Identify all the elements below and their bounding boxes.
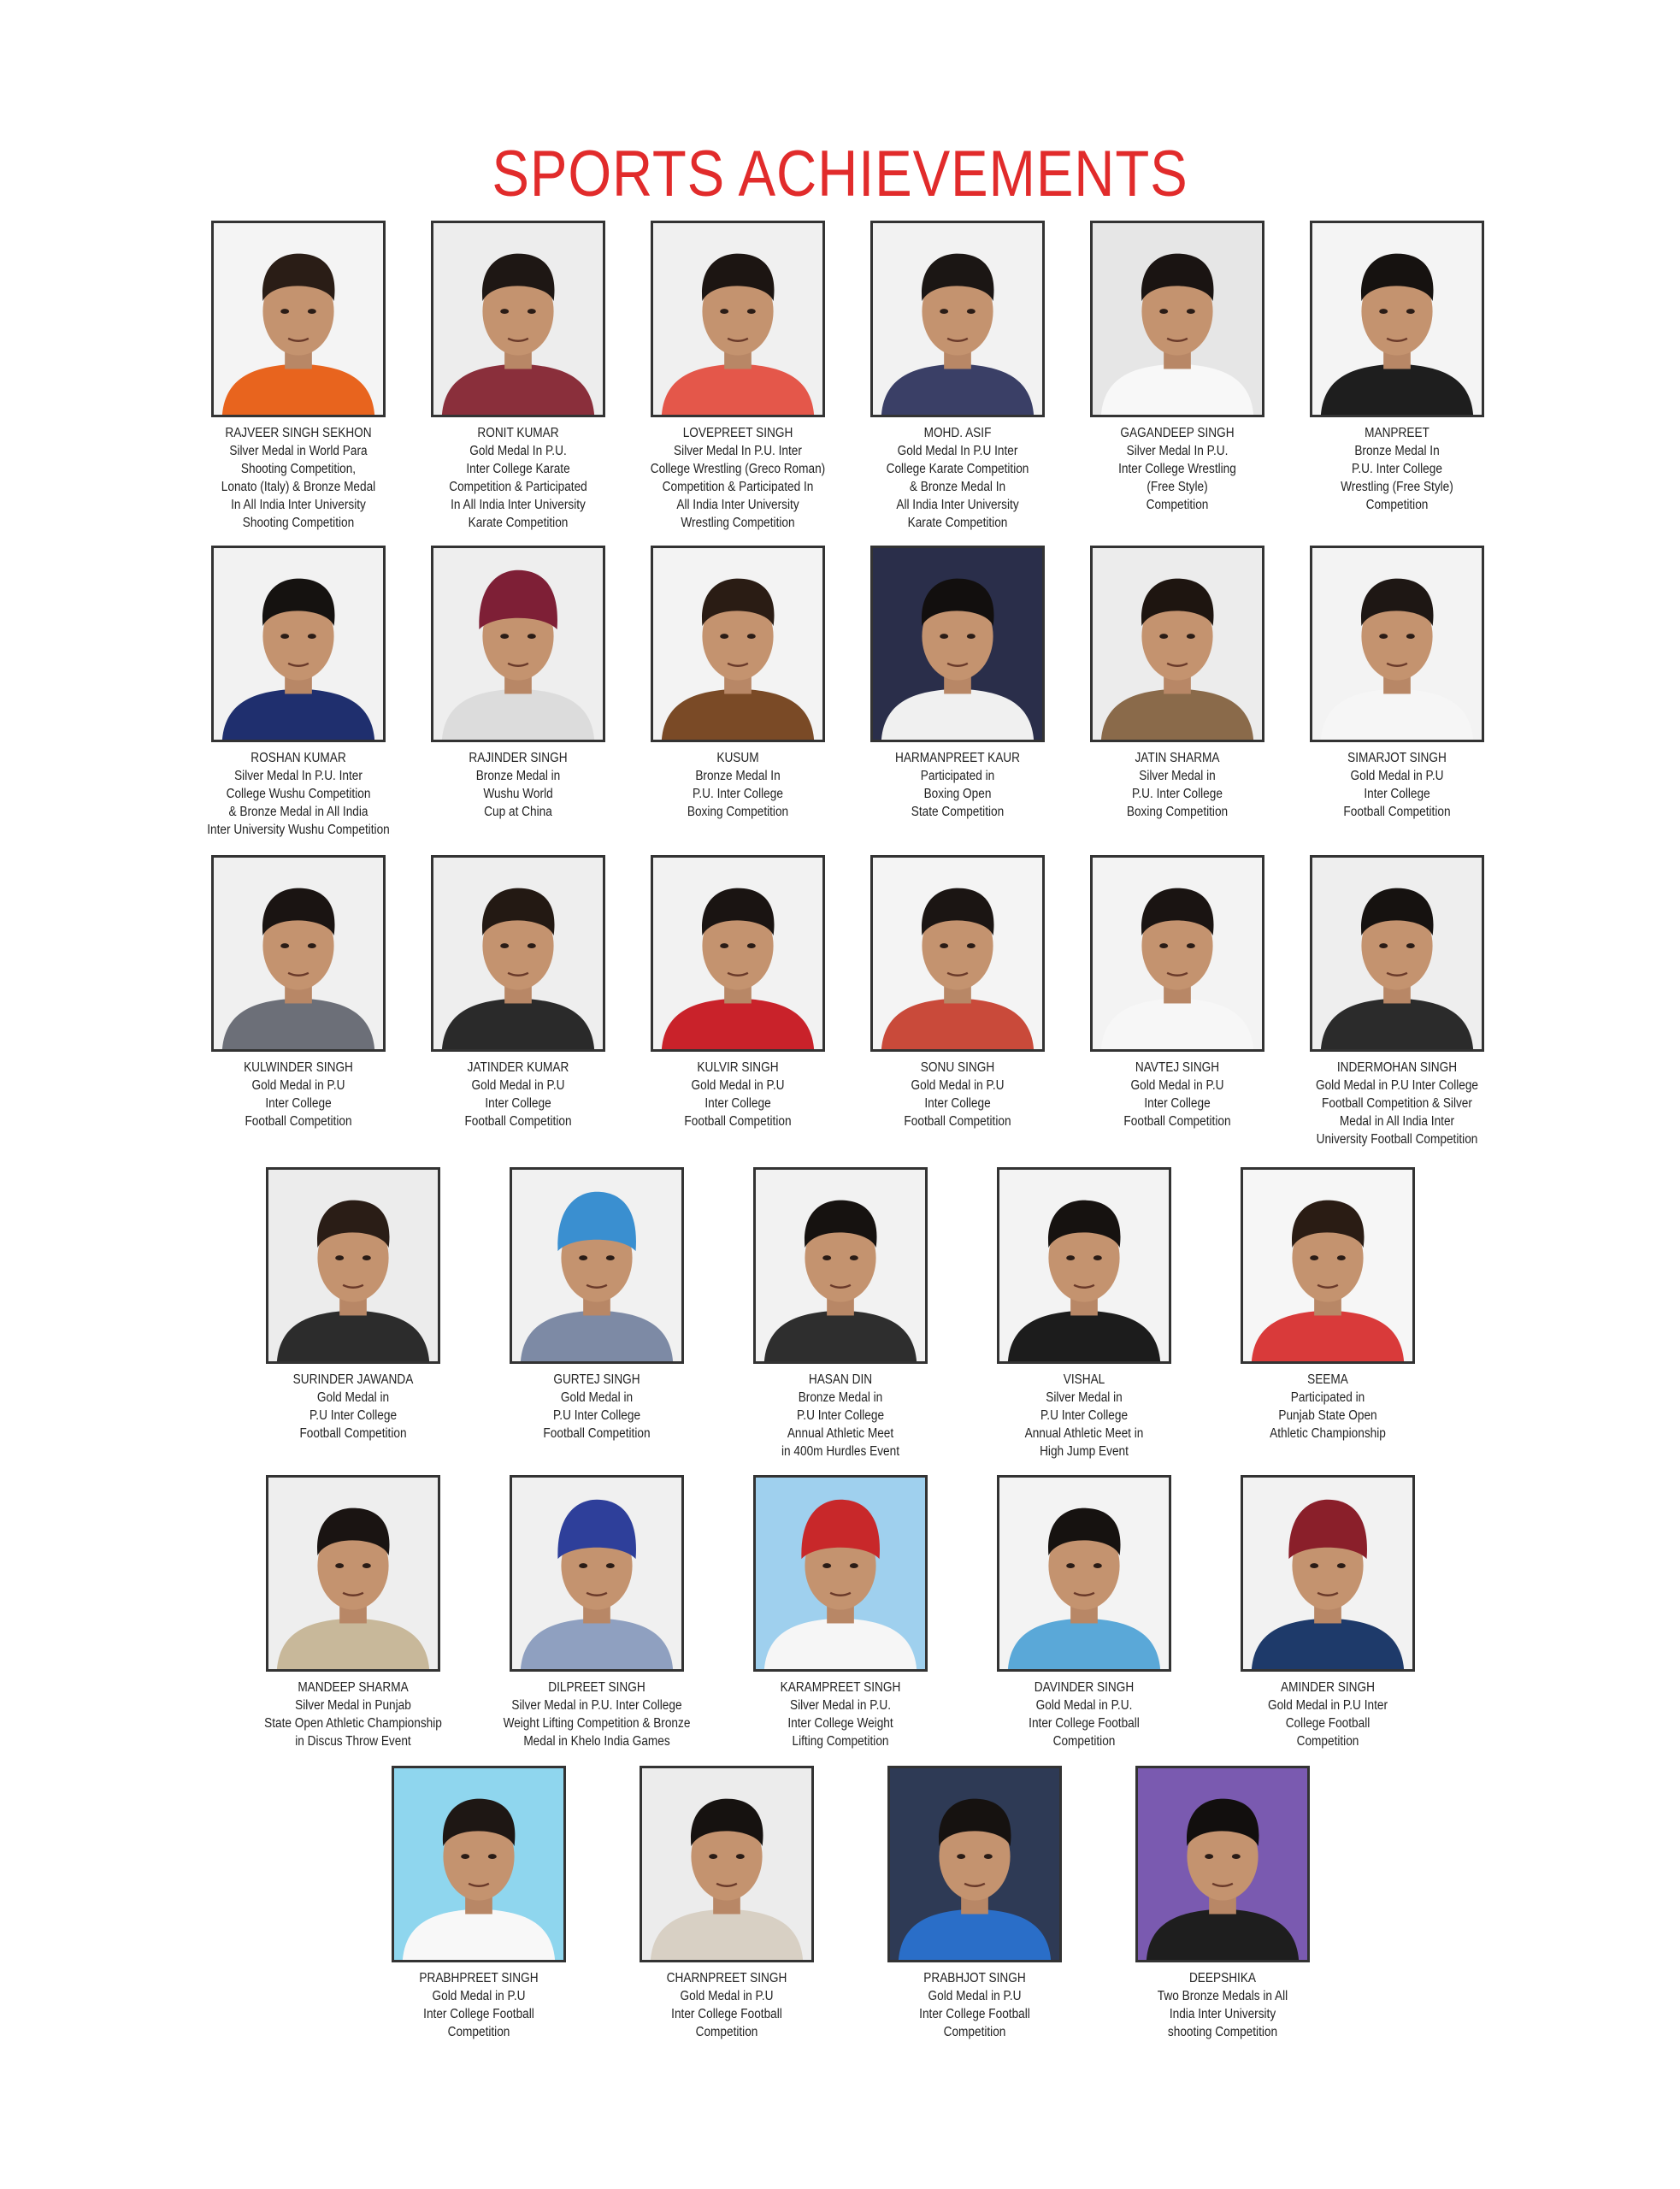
athlete-card [627,855,849,1130]
achievement-line: P.U Inter College [552,1408,641,1423]
athlete-photo [753,1475,928,1672]
portrait-photo [433,548,603,740]
achievement-line: Athletic Championship [1270,1426,1386,1441]
achievement-description [640,442,836,532]
athlete-photo [651,221,825,417]
achievement-line: All India Inter University [896,498,1019,512]
achievement-line: Silver Medal in P.U. [789,1698,892,1713]
portrait-photo [433,858,603,1049]
achievement-line: Gold Medal in P.U [432,1989,526,2003]
athlete-photo [870,546,1045,742]
portrait-photo [1138,1768,1307,1960]
portrait-photo [1093,548,1262,740]
achievement-description [1230,1389,1426,1443]
achievement-line: Two Bronze Medals in All [1157,1989,1288,2003]
athlete-card [1066,855,1288,1130]
achievement-description [421,1077,616,1130]
athlete-card [729,1475,952,1750]
achievement-line: shooting Competition [1167,2025,1278,2039]
athlete-name: SURINDER JAWANDA [292,1372,414,1387]
athlete-name: NAVTEJ SINGH [1135,1060,1220,1075]
achievement-line: P.U. Inter College [1132,787,1223,801]
achievement-line: Silver Medal in Punjab [295,1698,411,1713]
achievement-line: In All India Inter University [451,498,586,512]
athlete-card [486,1475,708,1750]
achievement-line: Boxing Competition [1126,805,1229,819]
athlete-card [973,1475,1195,1750]
athlete-card [486,1167,708,1443]
achievement-description [1300,1077,1495,1148]
achievement-line: (Free Style) [1147,480,1208,494]
athlete-photo [1090,221,1264,417]
achievement-line: Football Competition & Silver [1322,1096,1472,1111]
achievement-line: Inter College Football [919,2007,1030,2021]
achievement-line: Gold Medal in P.U [680,1989,774,2003]
portrait-photo [1312,548,1482,740]
achievement-line: Gold Medal in P.U [691,1078,785,1093]
athlete-name: JATIN SHARMA [1135,751,1220,765]
achievement-line: India Inter University [1169,2007,1276,2021]
athlete-name: KUSUM [716,751,759,765]
achievement-line: College Karate Competition [886,462,1029,476]
achievement-line: Football Competition [684,1114,792,1129]
achievement-description [877,1987,1073,2041]
achievement-description [421,442,616,532]
achievement-line: University Football Competition [1316,1132,1478,1147]
achievement-line: Inter College [704,1096,771,1111]
portrait-photo [642,1768,811,1960]
achievement-line: Karate Competition [907,516,1008,530]
achievement-description [743,1696,939,1750]
athlete-card [242,1475,464,1750]
athlete-name: LOVEPREET SINGH [682,426,793,440]
achievement-line: Inter College [924,1096,991,1111]
athlete-name: ROSHAN KUMAR [251,751,346,765]
achievement-description [201,767,397,839]
achievement-line: College Wrestling (Greco Roman) [650,462,826,476]
athlete-name: RAJINDER SINGH [469,751,568,765]
achievement-line: Silver Medal in World Para [229,444,368,458]
athlete-name: AMINDER SINGH [1281,1680,1375,1695]
achievement-line: Lifting Competition [792,1734,889,1749]
portrait-photo [653,858,822,1049]
athlete-name: MOHD. ASIF [923,426,992,440]
achievement-line: P.U. Inter College [693,787,783,801]
achievement-description [1300,442,1495,514]
portrait-photo [214,223,383,415]
athlete-card [1286,221,1508,514]
athlete-card [729,1167,952,1460]
portrait-photo [873,223,1042,415]
portrait-photo [756,1478,925,1669]
athlete-photo [266,1475,440,1672]
achievement-line: Bronze Medal in [798,1390,883,1405]
athlete-name: PRABHJOT SINGH [923,1971,1026,1985]
achievement-line: Wrestling (Free Style) [1341,480,1453,494]
athlete-photo [211,855,386,1052]
athlete-card [1286,855,1508,1148]
athlete-card [1066,546,1288,821]
achievement-line: Weight Lifting Competition & Bronze [503,1716,691,1731]
achievement-line: Gold Medal in P.U [1130,1078,1224,1093]
achievement-line: Annual Athletic Meet in [1024,1426,1144,1441]
achievement-line: College Wushu Competition [226,787,371,801]
achievement-line: Gold Medal In P.U Inter [897,444,1018,458]
achievement-line: Gold Medal in P.U [911,1078,1005,1093]
athlete-photo [266,1167,440,1364]
achievement-line: All India Inter University [676,498,799,512]
portrait-photo [999,1170,1169,1361]
athlete-photo [651,546,825,742]
athlete-card [1217,1167,1439,1443]
portrait-photo [1312,223,1482,415]
portrait-photo [653,548,822,740]
athlete-name: VISHAL [1063,1372,1105,1387]
achievement-line: Football Competition [464,1114,572,1129]
athlete-name: SEEMA [1307,1372,1348,1387]
achievement-description [421,767,616,821]
achievement-line: Football Competition [904,1114,1011,1129]
athlete-name: DILPREET SINGH [548,1680,645,1695]
achievement-line: Inter College [1364,787,1430,801]
athlete-photo [640,1766,814,1962]
athlete-card [242,1167,464,1443]
achievement-line: Gold Medal in P.U [1350,769,1444,783]
achievement-line: Gold Medal in [560,1390,634,1405]
achievement-line: Competition [1146,498,1209,512]
achievement-line: Football Competition [1343,805,1451,819]
achievement-description [640,767,836,821]
achievement-line: Bronze Medal In [695,769,781,783]
achievement-description [987,1696,1182,1750]
athlete-name: PRABHPREET SINGH [419,1971,539,1985]
achievement-description [860,767,1056,821]
athlete-photo [1135,1766,1310,1962]
athlete-name: DEEPSHIKA [1188,1971,1257,1985]
achievement-line: Inter College Wrestling [1118,462,1236,476]
portrait-photo [1243,1478,1412,1669]
athlete-name: SONU SINGH [920,1060,995,1075]
achievement-line: Medal in Khelo India Games [523,1734,670,1749]
athlete-card [846,546,1069,821]
athlete-card [187,221,410,532]
achievement-line: Football Competition [299,1426,407,1441]
achievement-description [1300,767,1495,821]
achievement-line: in 400m Hurdles Event [781,1444,899,1459]
achievement-line: & Bronze Medal in All India [228,805,368,819]
portrait-photo [433,223,603,415]
athlete-name: SIMARJOT SINGH [1347,751,1447,765]
athlete-photo [997,1167,1171,1364]
athlete-photo [211,221,386,417]
achievement-description [987,1389,1182,1460]
athlete-card [1217,1475,1439,1750]
achievement-line: Annual Athletic Meet [787,1426,894,1441]
athlete-photo [1090,855,1264,1052]
athlete-name: KULVIR SINGH [697,1060,779,1075]
achievement-description [201,1077,397,1130]
achievement-line: in Discus Throw Event [295,1734,411,1749]
achievement-line: Gold Medal in P.U. [1035,1698,1133,1713]
achievement-line: In All India Inter University [231,498,366,512]
athlete-name: RAJVEER SINGH SEKHON [225,426,372,440]
achievement-description [381,1987,577,2041]
achievement-description [860,1077,1056,1130]
portrait-photo [873,548,1042,740]
achievement-line: Inter College Football [671,2007,782,2021]
portrait-photo [394,1768,563,1960]
achievement-line: P.U Inter College [309,1408,398,1423]
portrait-photo [1093,223,1262,415]
achievement-line: P.U Inter College [1040,1408,1129,1423]
achievement-description [1080,767,1276,821]
athlete-card [864,1766,1086,2041]
athlete-card [627,221,849,532]
athlete-photo [997,1475,1171,1672]
achievement-line: Cup at China [484,805,552,819]
achievement-description [629,1987,825,2041]
athlete-card [973,1167,1195,1460]
athlete-photo [431,855,605,1052]
achievement-description [1080,1077,1276,1130]
portrait-photo [214,858,383,1049]
athlete-name: MANPREET [1365,426,1429,440]
athlete-photo [1310,546,1484,742]
achievement-line: Competition & Participated [449,480,587,494]
athlete-card [407,546,629,821]
athlete-photo [887,1766,1062,1962]
portrait-photo [653,223,822,415]
athlete-photo [870,855,1045,1052]
achievement-line: Bronze Medal in [475,769,561,783]
achievement-line: Competition [447,2025,510,2039]
achievement-description [743,1389,939,1460]
achievement-line: Participated in [1290,1390,1365,1405]
athlete-card [407,855,629,1130]
athlete-card [187,855,410,1130]
athlete-photo [431,221,605,417]
athlete-photo [392,1766,566,1962]
achievement-line: Medal in All India Inter [1339,1114,1455,1129]
athlete-photo [1241,1167,1415,1364]
achievement-line: Silver Medal In P.U. Inter [674,444,802,458]
athlete-card [846,221,1069,532]
portrait-photo [512,1170,681,1361]
achievement-line: Football Competition [543,1426,651,1441]
athlete-photo [431,546,605,742]
achievement-description [256,1389,451,1443]
achievement-line: Participated in [920,769,995,783]
achievement-line: Inter University Wushu Competition [207,823,390,837]
achievement-line: P.U. Inter College [1352,462,1442,476]
athlete-card [1286,546,1508,821]
portrait-photo [890,1768,1059,1960]
achievement-line: Inter College Karate [466,462,570,476]
athlete-photo [1090,546,1264,742]
achievement-line: Boxing Open [923,787,992,801]
achievement-line: Inter College Weight [787,1716,893,1731]
athlete-card [1066,221,1288,514]
achievement-line: Shooting Competition, [240,462,357,476]
achievement-line: Gold Medal in P.U [928,1989,1022,2003]
achievement-line: Silver Medal in [1139,769,1216,783]
athlete-name: GURTEJ SINGH [553,1372,640,1387]
achievement-line: Inter College [1144,1096,1211,1111]
achievement-line: Silver Medal in P.U. Inter College [511,1698,682,1713]
achievement-line: Shooting Competition [242,516,355,530]
achievement-line: Gold Medal in P.U Inter [1267,1698,1388,1713]
athlete-name: CHARNPREET SINGH [666,1971,787,1985]
achievement-line: Competition [1365,498,1429,512]
athlete-photo [1310,855,1484,1052]
achievement-description [499,1696,695,1750]
athlete-name: INDERMOHAN SINGH [1336,1060,1458,1075]
athlete-card [187,546,410,839]
portrait-photo [512,1478,681,1669]
achievement-line: Silver Medal In P.U. [1126,444,1229,458]
achievement-line: Competition [943,2025,1006,2039]
portrait-photo [999,1478,1169,1669]
athlete-photo [651,855,825,1052]
athlete-name: GAGANDEEP SINGH [1120,426,1235,440]
achievement-line: Karate Competition [468,516,569,530]
portrait-photo [873,858,1042,1049]
athlete-card [407,221,629,532]
achievement-line: Inter College [485,1096,551,1111]
achievement-description [860,442,1056,532]
athlete-card [1111,1766,1334,2041]
athlete-photo [510,1475,684,1672]
achievement-line: Wrestling Competition [681,516,795,530]
athlete-name: RONIT KUMAR [477,426,559,440]
athlete-photo [1310,221,1484,417]
athlete-card [627,546,849,821]
athlete-photo [870,221,1045,417]
page-title: SPORTS ACHIEVEMENTS [492,138,1188,210]
portrait-photo [756,1170,925,1361]
athlete-photo [510,1167,684,1364]
achievement-line: Competition [695,2025,758,2039]
achievement-line: State Open Athletic Championship [264,1716,442,1731]
athlete-name: HARMANPREET KAUR [894,751,1021,765]
athlete-card [846,855,1069,1130]
portrait-photo [214,548,383,740]
portrait-photo [268,1170,438,1361]
athlete-name: MANDEEP SHARMA [298,1680,409,1695]
achievement-line: Silver Medal in [1046,1390,1123,1405]
athlete-photo [211,546,386,742]
portrait-photo [1093,858,1262,1049]
achievement-line: Competition [1296,1734,1359,1749]
achievement-line: Lonato (Italy) & Bronze Medal [221,480,376,494]
achievement-line: Competition & Participated In [662,480,814,494]
achievement-description [1230,1696,1426,1750]
achievement-description [640,1077,836,1130]
athlete-name: KARAMPREET SINGH [780,1680,901,1695]
achievement-line: Gold Medal In P.U. [469,444,567,458]
achievement-line: Inter College Football [423,2007,534,2021]
achievement-line: Football Competition [245,1114,352,1129]
athlete-card [368,1766,590,2041]
achievement-line: Inter College Football [1029,1716,1140,1731]
achievement-description [1125,1987,1321,2041]
portrait-photo [1312,858,1482,1049]
achievement-line: Bronze Medal In [1354,444,1440,458]
athlete-name: JATINDER KUMAR [467,1060,569,1075]
achievement-line: High Jump Event [1040,1444,1129,1459]
achievement-line: Wushu World [483,787,553,801]
portrait-photo [1243,1170,1412,1361]
athlete-name: HASAN DIN [808,1372,873,1387]
achievement-line: Inter College [265,1096,332,1111]
achievement-description [256,1696,451,1750]
achievement-line: Gold Medal in P.U Inter College [1315,1078,1479,1093]
achievement-line: College Football [1285,1716,1371,1731]
achievement-description [1080,442,1276,514]
achievement-line: Boxing Competition [687,805,789,819]
achievement-line: Silver Medal In P.U. Inter [234,769,363,783]
achievement-description [201,442,397,532]
achievement-line: & Bronze Medal In [909,480,1006,494]
athlete-name: KULWINDER SINGH [244,1060,353,1075]
achievement-line: Gold Medal in P.U [251,1078,345,1093]
achievement-line: Gold Medal in P.U [471,1078,565,1093]
achievement-description [499,1389,695,1443]
achievement-line: Football Competition [1123,1114,1231,1129]
athlete-photo [753,1167,928,1364]
achievement-line: State Competition [911,805,1005,819]
achievement-line: P.U Inter College [796,1408,885,1423]
achievement-line: Competition [1052,1734,1116,1749]
portrait-photo [268,1478,438,1669]
achievement-line: Gold Medal in [316,1390,390,1405]
athlete-card [616,1766,838,2041]
achievement-line: Punjab State Open [1278,1408,1377,1423]
athlete-photo [1241,1475,1415,1672]
athlete-name: DAVINDER SINGH [1034,1680,1135,1695]
